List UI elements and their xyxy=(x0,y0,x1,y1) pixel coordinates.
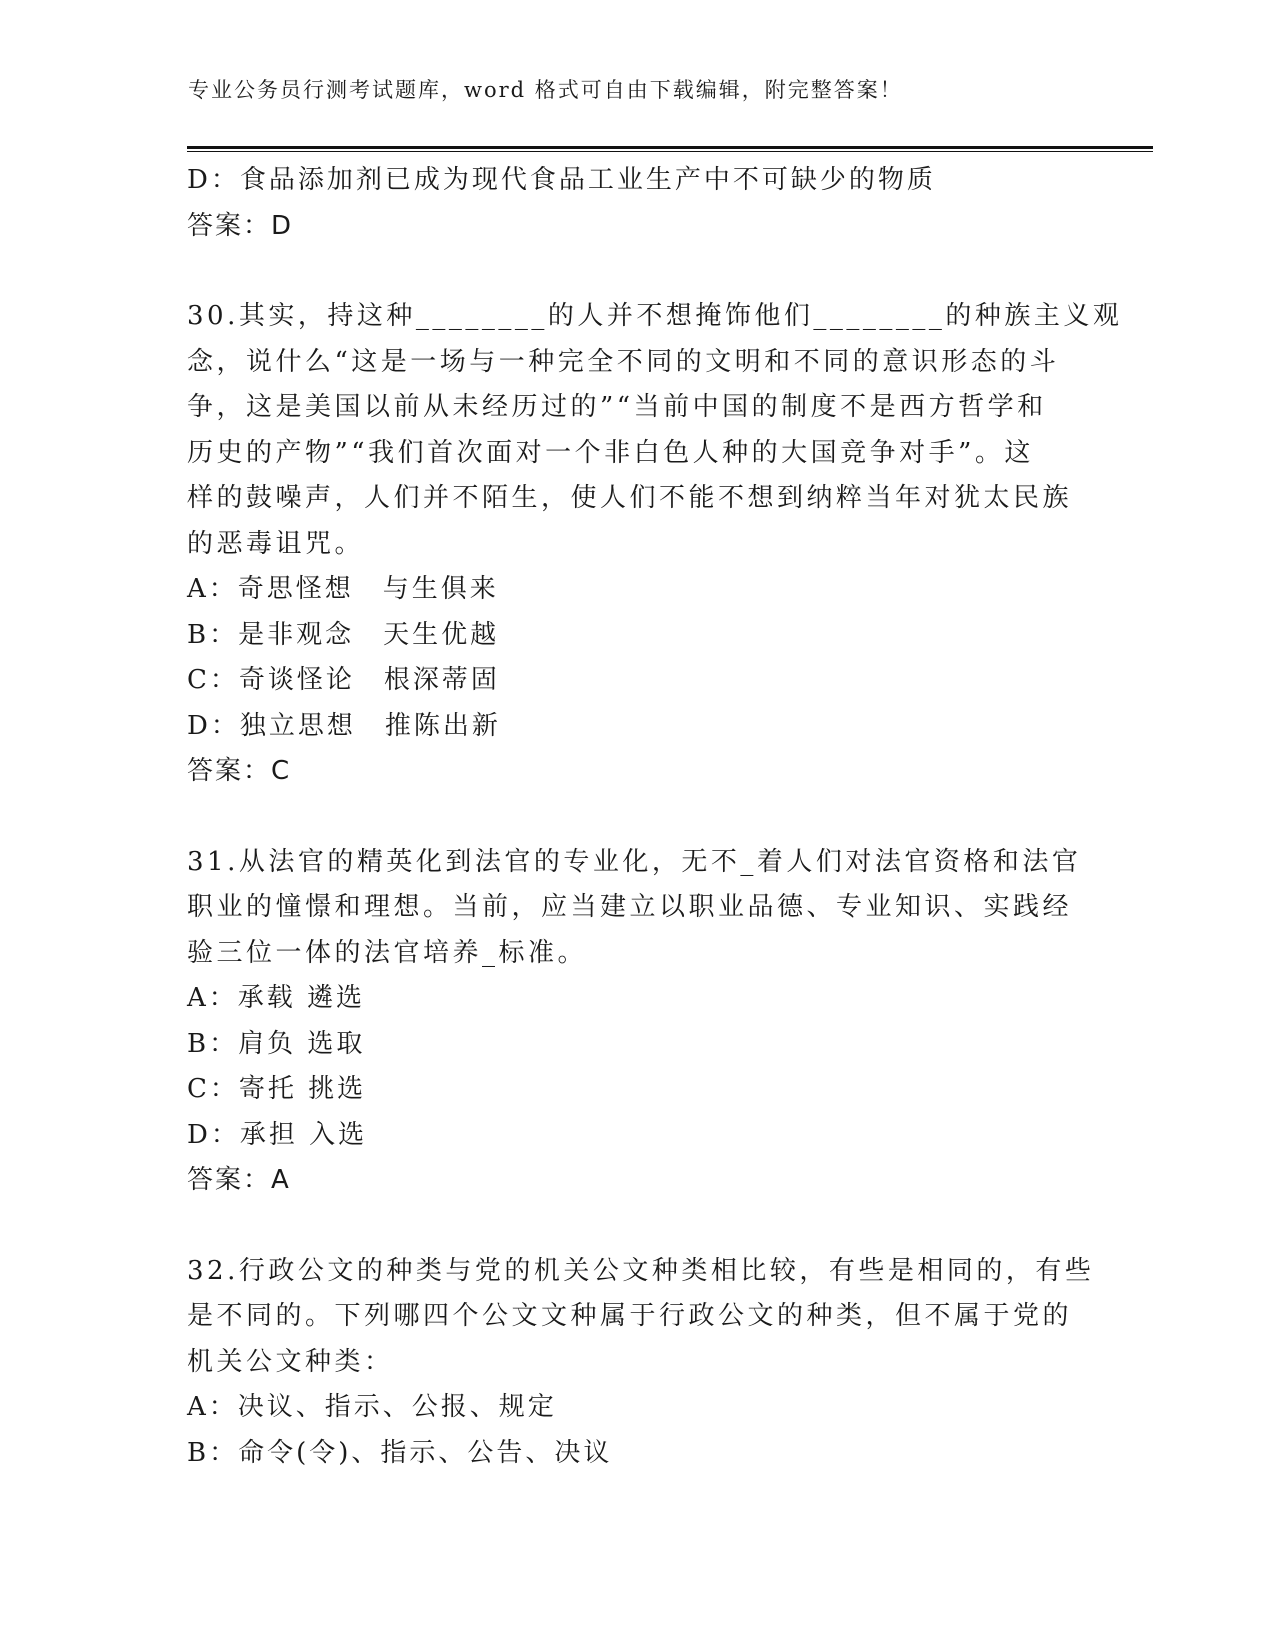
option-b: B：命令(令)、指示、公告、决议 xyxy=(187,1437,613,1468)
question-32 xyxy=(187,1249,1095,1477)
stem-line: 30.其实，持这种________的人并不想掩饰他们________的种族主义观 xyxy=(187,301,1123,331)
stem-line: 争，这是美国以前从未经历过的”“当前中国的制度不是西方哲学和 xyxy=(187,392,1047,422)
stem-line: 验三位一体的法官培养_标准。 xyxy=(187,937,588,968)
option-c: C：寄托 挑选 xyxy=(187,1074,367,1104)
stem-line: 机关公文种类： xyxy=(187,1346,394,1377)
stem-line: 31.从法官的精英化到法官的专业化，无不_着人们对法官资格和法官 xyxy=(187,846,1082,877)
header-divider xyxy=(187,146,1153,152)
answer-line: 答案：A xyxy=(187,1165,291,1195)
question-30 xyxy=(187,294,1123,795)
option-c: C：奇谈怪论 根深蒂固 xyxy=(187,665,500,695)
previous-question-tail xyxy=(187,158,1087,249)
option-b: B：是非观念 天生优越 xyxy=(187,619,500,650)
document-body xyxy=(187,158,1123,1476)
option-d: D：承担 入选 xyxy=(187,1119,368,1150)
option-a: A：承载 遴选 xyxy=(187,983,366,1013)
option-b: B：肩负 选取 xyxy=(187,1028,366,1059)
question-stem xyxy=(187,294,1123,567)
answer-line: 答案：D xyxy=(187,210,294,241)
option-d: D：食品添加剂已成为现代食品工业生产中不可缺少的物质 xyxy=(187,165,936,195)
question-stem xyxy=(187,840,1087,977)
stem-line: 职业的憧憬和理想。当前，应当建立以职业品德、专业知识、实践经 xyxy=(187,892,1073,922)
option-a: A：奇思怪想 与生俱来 xyxy=(187,574,499,604)
page-header: 专业公务员行测考试题库，word 格式可自由下载编辑，附完整答案！ xyxy=(188,78,903,102)
stem-line: 32.行政公文的种类与党的机关公文种类相比较，有些是相同的，有些 xyxy=(187,1255,1095,1286)
question-stem xyxy=(187,1249,1095,1386)
stem-line: 是不同的。下列哪四个公文文种属于行政公文的种类，但不属于党的 xyxy=(187,1301,1073,1331)
option-a: A：决议、指示、公报、规定 xyxy=(187,1392,557,1422)
stem-line: 样的鼓噪声，人们并不陌生，使人们不能不想到纳粹当年对犹太民族 xyxy=(187,483,1073,513)
stem-line: 历史的产物”“我们首次面对一个非白色人种的大国竞争对手”。这 xyxy=(187,437,1034,468)
stem-line: 的恶毒诅咒。 xyxy=(187,528,365,559)
option-d: D：独立思想 推陈出新 xyxy=(187,710,501,741)
question-31 xyxy=(187,840,1087,1204)
answer-line: 答案：C xyxy=(187,756,292,786)
stem-line: 念，说什么“这是一场与一种完全不同的文明和不同的意识形态的斗 xyxy=(187,346,1060,377)
